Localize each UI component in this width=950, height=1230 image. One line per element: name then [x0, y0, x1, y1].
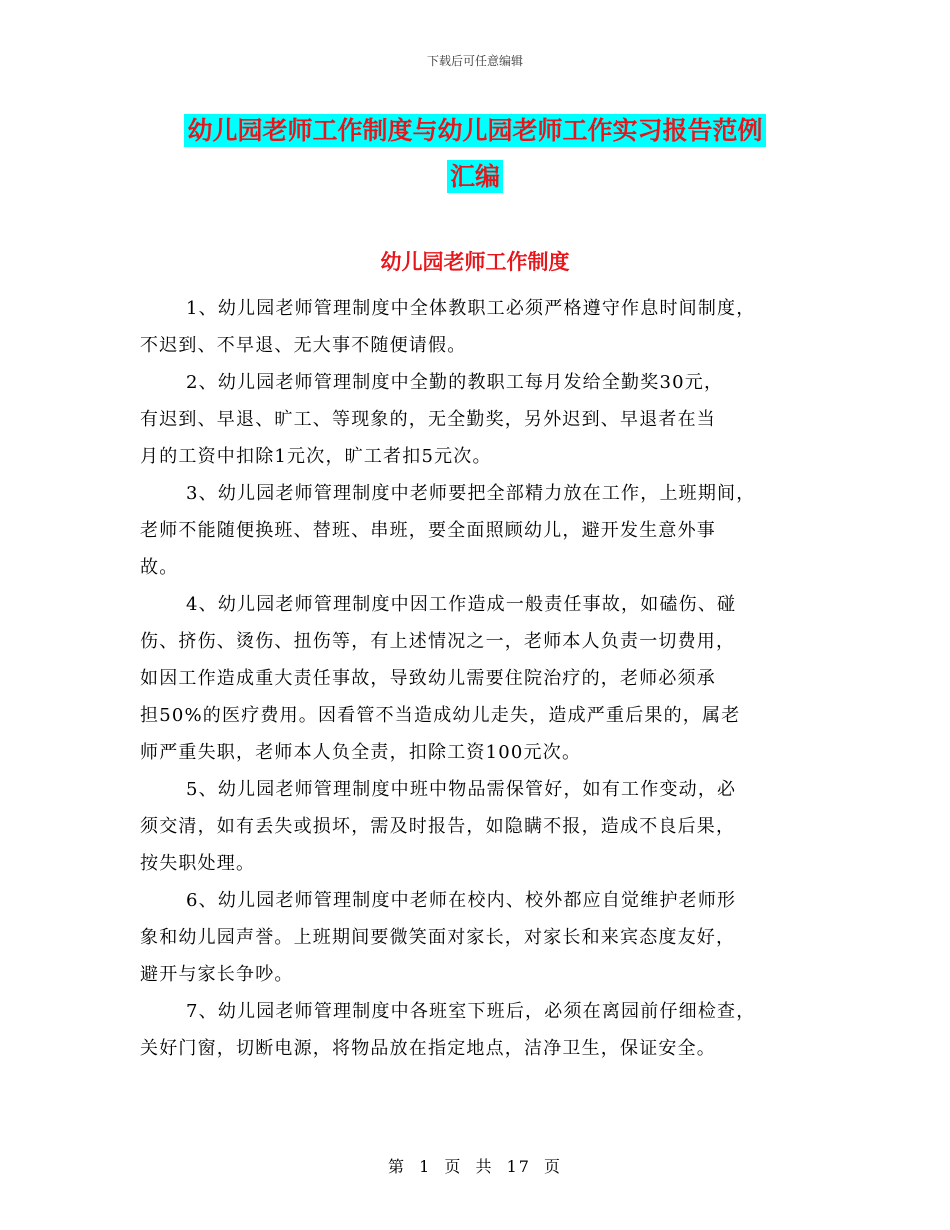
- footer-label-total: 共: [475, 1157, 494, 1176]
- footer-label-unit: 页: [444, 1157, 463, 1176]
- paragraph-line: 避开与家长争吵。: [140, 964, 294, 985]
- paragraph-line: 关好门窗，切断电源，将物品放在指定地点，洁净卫生，保证安全。: [140, 1038, 716, 1059]
- paragraph-line: 伤、挤伤、烫伤、扭伤等，有上述情况之一，老师本人负责一切费用，: [140, 631, 736, 652]
- document-title: [0, 108, 950, 200]
- paragraph-line: 月的工资中扣除1元次，旷工者扣5元次。: [140, 446, 492, 467]
- footer-label-unit-2: 页: [544, 1157, 563, 1176]
- paragraph-line: 4、幼儿园老师管理制度中因工作造成一般责任事故，如磕伤、碰: [186, 594, 737, 615]
- paragraph-4: [140, 586, 820, 771]
- paragraph-line: 故。: [140, 557, 179, 578]
- paragraph-line: 不迟到、不早退、无大事不随便请假。: [140, 335, 467, 356]
- page-footer: [0, 1154, 950, 1177]
- body-text: [140, 290, 820, 1067]
- paragraph-line: 5、幼儿园老师管理制度中班中物品需保管好，如有工作变动，必: [186, 779, 737, 800]
- paragraph-line: 师严重失职，老师本人负全责，扣除工资100元次。: [140, 742, 582, 763]
- paragraph-line: 2、幼儿园老师管理制度中全勤的教职工每月发给全勤奖30元，: [186, 372, 724, 393]
- paragraph-line: 有迟到、早退、旷工、等现象的，无全勤奖，另外迟到、早退者在当: [140, 409, 716, 430]
- paragraph-line: 须交清，如有丢失或损坏，需及时报告，如隐瞒不报，造成不良后果，: [140, 816, 736, 837]
- paragraph-3: [140, 475, 820, 586]
- paragraph-line: 6、幼儿园老师管理制度中老师在校内、校外都应自觉维护老师形: [186, 890, 737, 911]
- paragraph-line: 担50%的医疗费用。因看管不当造成幼儿走失，造成严重后果的，属老: [140, 705, 741, 726]
- footer-page-number: 1: [419, 1157, 432, 1176]
- footer-total-pages: 17: [506, 1157, 531, 1176]
- paragraph-1: [140, 290, 820, 364]
- paragraph-5: [140, 771, 820, 882]
- footer-label-page: 第: [387, 1157, 406, 1176]
- paragraph-2: [140, 364, 820, 475]
- paragraph-line: 象和幼儿园声誉。上班期间要微笑面对家长，对家长和来宾态度友好，: [140, 927, 736, 948]
- paragraph-line: 7、幼儿园老师管理制度中各班室下班后，必须在离园前仔细检查，: [186, 1001, 756, 1022]
- paragraph-line: 1、幼儿园老师管理制度中全体教职工必须严格遵守作息时间制度，: [186, 298, 756, 319]
- paragraph-line: 按失职处理。: [140, 853, 256, 874]
- title-line-2: 汇编: [447, 160, 503, 193]
- paragraph-7: [140, 993, 820, 1067]
- section-title: 幼儿园老师工作制度: [380, 250, 570, 274]
- title-line-1: 幼儿园老师工作制度与幼儿园老师工作实习报告范例: [184, 114, 765, 147]
- paragraph-line: 如因工作造成重大责任事故，导致幼儿需要住院治疗的，老师必须承: [140, 668, 716, 689]
- paragraph-line: 3、幼儿园老师管理制度中老师要把全部精力放在工作，上班期间，: [186, 483, 756, 504]
- paragraph-line: 老师不能随便换班、替班、串班，要全面照顾幼儿，避开发生意外事: [140, 520, 716, 541]
- header-note: 下载后可任意编辑: [426, 54, 523, 68]
- paragraph-6: [140, 882, 820, 993]
